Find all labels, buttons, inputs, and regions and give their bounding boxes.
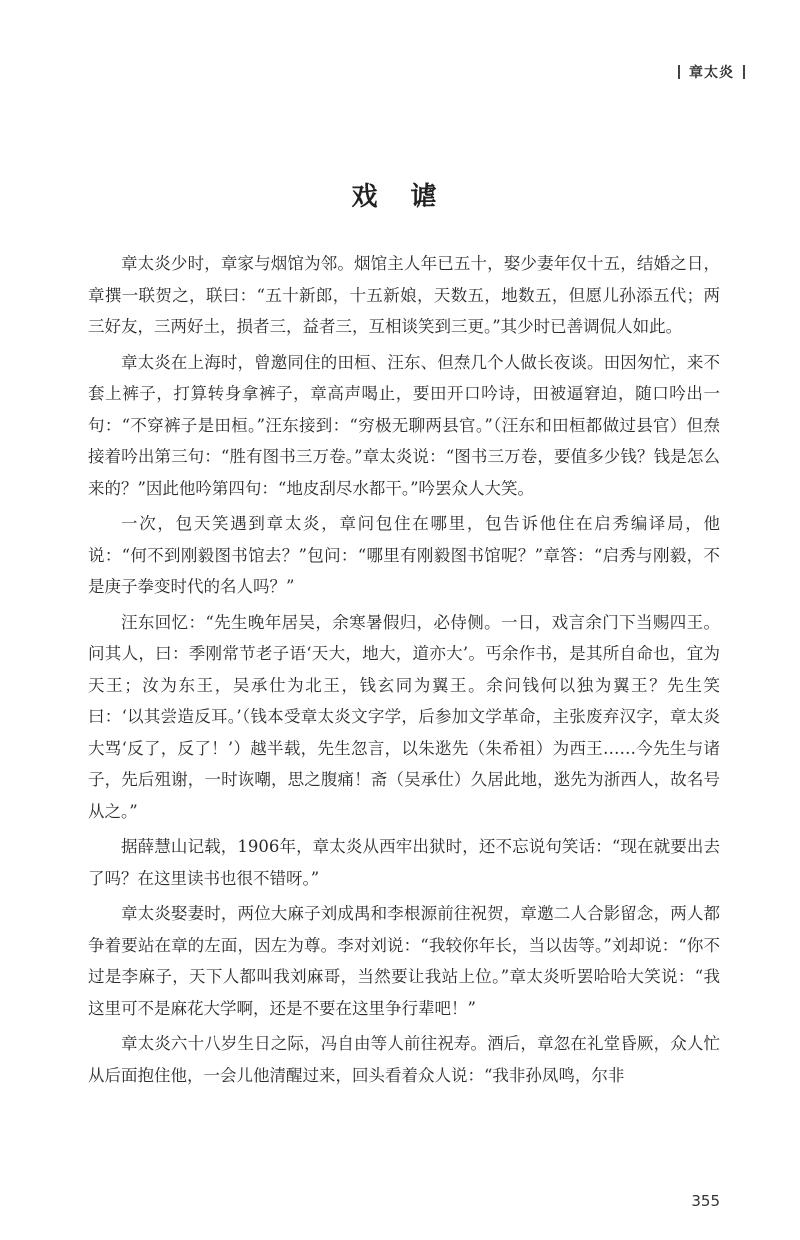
paragraph: 据薛慧山记载，1906年，章太炎从西牢出狱时，还不忘说句笑话：“现在就要出去了吗？在这里读书也很不错呀。” bbox=[88, 837, 720, 888]
chapter-title: 戏 谑 bbox=[351, 182, 449, 212]
paragraph: 章太炎六十八岁生日之际，冯自由等人前往祝寿。酒后，章忽在礼堂昏厥，众人忙从后面抱住他，一会儿他清醒过来，回头看着众人说：“我非孙凤鸣，尔非 bbox=[88, 1034, 720, 1085]
paragraph: 汪东回忆：“先生晚年居吴，余寒暑假归，必侍侧。一日，戏言余门下当赐四王。问其人，曰：季刚常节老子语‘天大，地大，道亦大’。丐余作书，是其所自命也，宜为天王；汝为东王，吴承仕为北王，钱玄同为翼王。余问钱何以独为翼王？先生笑曰：‘以其尝造反耳。’（钱本受章太炎文字学，后参加文学革命，主张废弃汉字，章太炎大骂‘反了，反了！’）越半载，先生忽言，以朱逖先（朱希祖）为西王……今先生与诸子，先后殂谢，一时诙嘲，思之腹痛！斋（吴承仕）久居此地，逖先为浙西人，故名号从之。” bbox=[88, 612, 720, 821]
paragraph: 章太炎少时，章家与烟馆为邻。烟馆主人年已五十，娶少妻年仅十五，结婚之日，章撰一联贺之，联曰：“五十新郎，十五新娘，天数五，地数五，但愿儿孙添五代；两三好友，三两好土，损者三，益者三，互相谈笑到三更。”其少时已善调侃人如此。 bbox=[88, 254, 720, 336]
page-number: 355 bbox=[691, 1192, 720, 1210]
paragraph: 章太炎在上海时，曾邀同住的田桓、汪东、但焘几个人做长夜谈。田因匆忙，来不套上裤子，打算转身拿裤子，章高声喝止，要田开口吟诗，田被逼窘迫，随口吟出一句：“不穿裤子是田桓。”汪东接到：“穷极无聊两县官。”（汪东和田桓都做过县官）但焘接着吟出第三句：“胜有图书三万卷。”章太炎说：“图书三万卷，要值多少钱？钱是怎么来的？”因此他吟第四句：“地皮刮尽水都干。”吟罢众人大笑。 bbox=[88, 352, 720, 498]
body-text bbox=[88, 248, 720, 1095]
running-head bbox=[669, 62, 754, 82]
running-head-text: 章太炎 bbox=[689, 65, 734, 81]
running-head-left-bar bbox=[678, 65, 680, 79]
paragraph: 一次，包天笑遇到章太炎，章问包住在哪里，包告诉他住在启秀编译局，他说：“何不到刚毅图书馆去？”包问：“哪里有刚毅图书馆呢？”章答：“启秀与刚毅，不是庚子拳变时代的名人吗？” bbox=[88, 514, 720, 596]
running-head-right-bar bbox=[743, 65, 745, 79]
paragraph: 章太炎娶妻时，两位大麻子刘成禺和李根源前往祝贺，章邀二人合影留念，两人都争着要站在章的左面，因左为尊。李对刘说：“我较你年长，当以齿等。”刘却说：“你不过是李麻子，天下人都叫我刘麻哥，当然要让我站上位。”章太炎听罢哈哈大笑说：“我这里可不是麻花大学啊，还是不要在这里争行辈吧！” bbox=[88, 904, 720, 1018]
